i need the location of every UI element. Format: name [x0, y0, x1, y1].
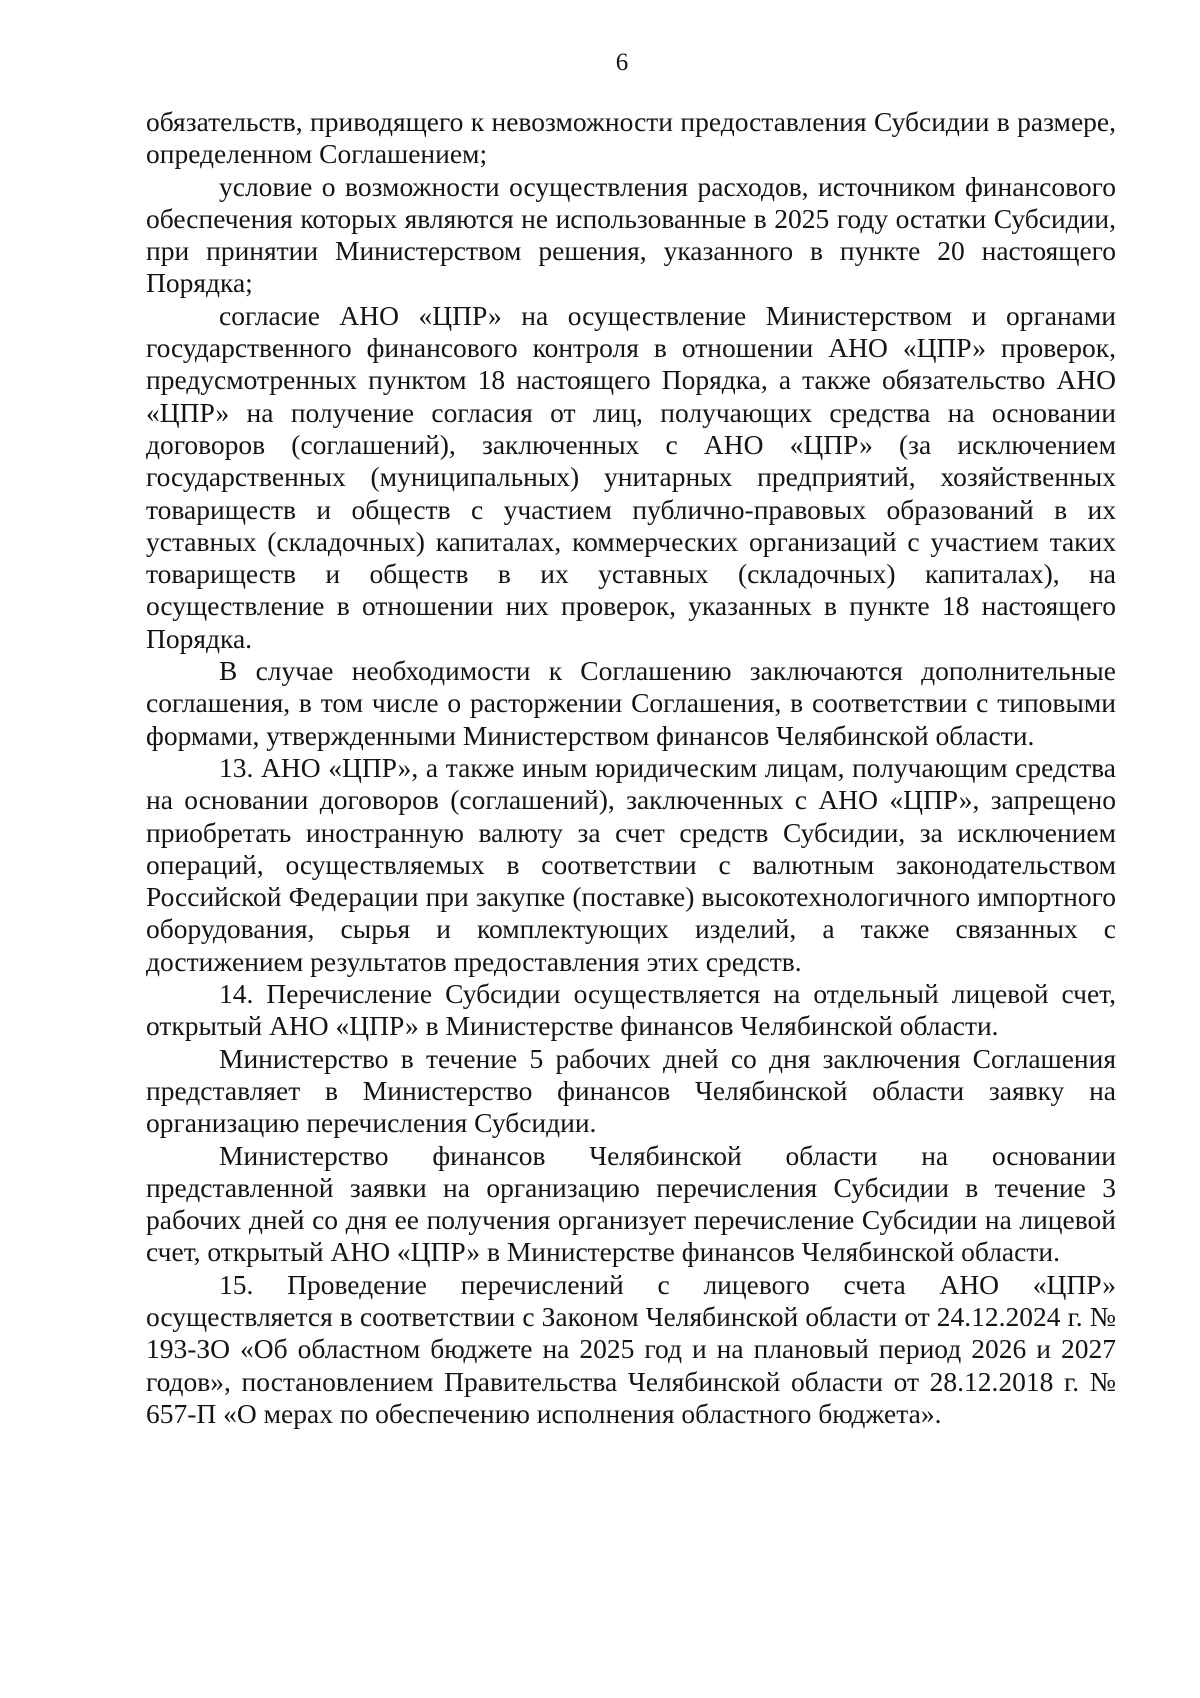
- paragraph-finance-ministry-transfer: Министерство финансов Челябинской области на основании представленной заявки на организацию перечисления Субсидии в течение 3 рабочих дней со дня ее получения организует перечисление Субсидии на лицевой счет, открытый АНО «ЦПР» в Министерстве финансов Челябинской области.: [146, 1139, 1116, 1268]
- page-number: 6: [615, 49, 629, 76]
- paragraph-ministry-request: Министерство в течение 5 рабочих дней со дня заключения Соглашения представляет в Министерство финансов Челябинской области заявку на организацию перечисления Субсидии.: [146, 1042, 1116, 1139]
- paragraph-consent-inspections: согласие АНО «ЦПР» на осуществление Министерством и органами государственного финансового контроля в отношении АНО «ЦПР» проверок, предусмотренных пунктом 18 настоящего Порядка, а также обязательство АНО «ЦПР» на получение согласия от лиц, получающих средства на основании договоров (соглашений), заключенных с АНО «ЦПР» (за исключением государственных (муниципальных) унитарных предприятий, хозяйственных товариществ и обществ с участием публично-правовых образований в их уставных (складочных) капиталах, коммерческих организаций с участием таких товариществ и обществ в их уставных (складочных) капиталах), на осуществление в отношении них проверок, указанных в пункте 18 настоящего Порядка.: [146, 299, 1116, 654]
- paragraph-additional-agreements: В случае необходимости к Соглашению заключаются дополнительные соглашения, в том числе о расторжении Соглашения, в соответствии с типовыми формами, утвержденными Министерством финансов Челябинской области.: [146, 655, 1116, 751]
- paragraph-item-14: 14. Перечисление Субсидии осуществляется на отдельный лицевой счет, открытый АНО «ЦПР» в Министерстве финансов Челябинской области.: [146, 978, 1116, 1042]
- paragraph-continuation: обязательств, приводящего к невозможности предоставления Субсидии в размере, определенном Соглашением;: [146, 106, 1116, 170]
- paragraph-condition-unused-balance: условие о возможности осуществления расходов, источником финансового обеспечения которых являются не использованные в 2025 году остатки Субсидии, при принятии Министерством решения, указанного в пункте 20 настоящего Порядка;: [146, 170, 1116, 299]
- document-body: [146, 106, 1116, 1430]
- paragraph-item-15: 15. Проведение перечислений с лицевого счета АНО «ЦПР» осуществляется в соответствии с Законом Челябинской области от 24.12.2024 г. № 193-ЗО «Об областном бюджете на 2025 год и на плановый период 2026 и 2027 годов», постановлением Правительства Челябинской области от 28.12.2018 г. № 657-П «О мерах по обеспечению исполнения областного бюджета».: [146, 1268, 1116, 1429]
- paragraph-item-13: 13. АНО «ЦПР», а также иным юридическим лицам, получающим средства на основании договоров (соглашений), заключенных с АНО «ЦПР», запрещено приобретать иностранную валюту за счет средств Субсидии, за исключением операций, осуществляемых в соответствии с валютным законодательством Российской Федерации при закупке (поставке) высокотехнологичного импортного оборудования, сырья и комплектующих изделий, а также связанных с достижением результатов предоставления этих средств.: [146, 751, 1116, 977]
